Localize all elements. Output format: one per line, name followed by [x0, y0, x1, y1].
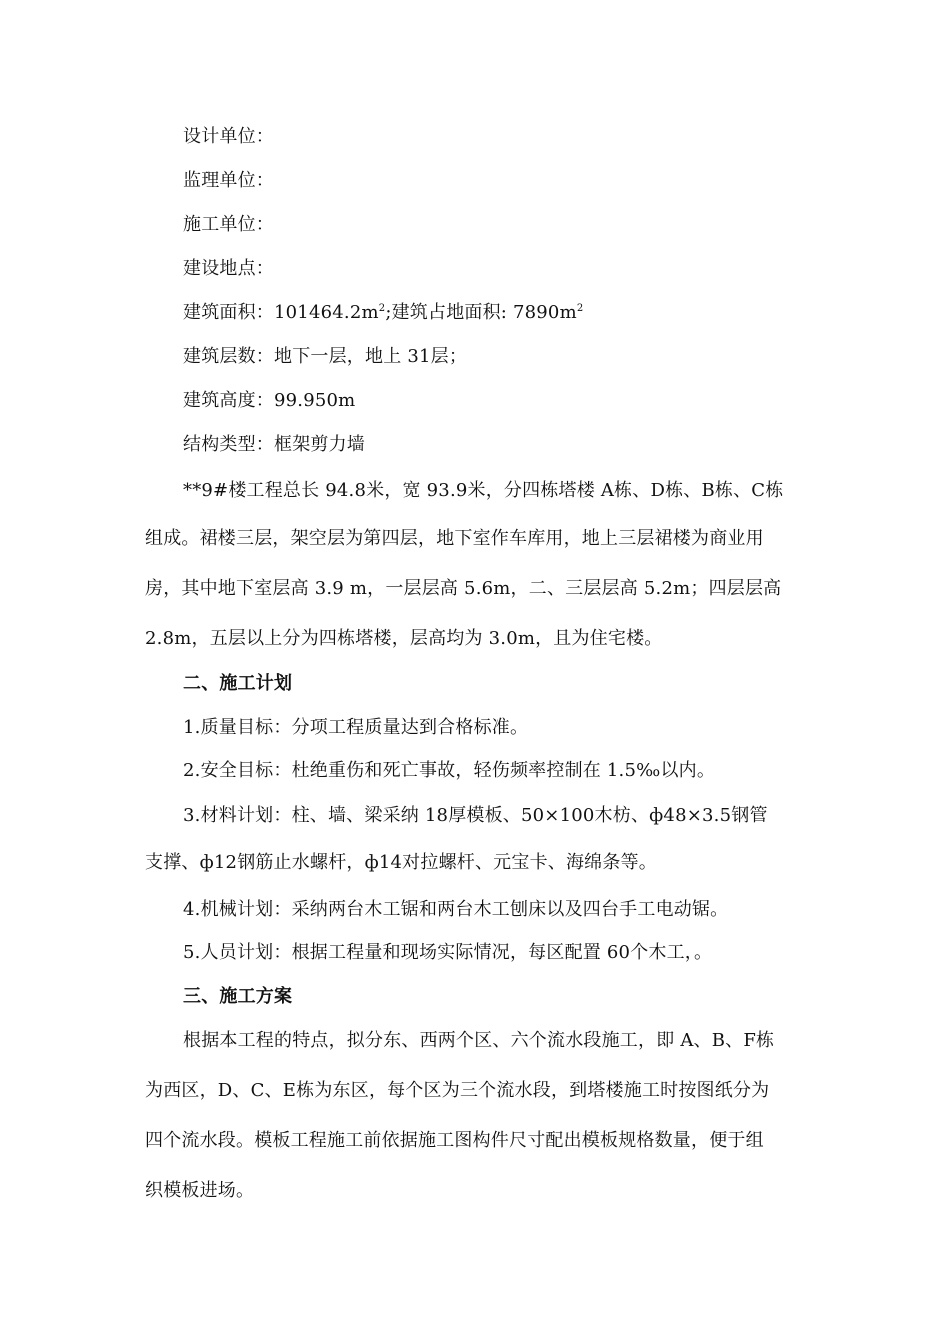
plan-item-quality: 1.质量目标：分项工程质量达到合格标准。 — [183, 717, 529, 738]
scheme-line-4: 织模板进场。 — [145, 1180, 255, 1201]
design-unit-line: 设计单位： — [183, 126, 274, 147]
section-heading-plan: 二、施工计划 — [183, 673, 293, 694]
height-line: 建筑高度：99.950m — [183, 390, 356, 411]
overview-line-1: **9#楼工程总长 94.8米，宽 93.9米，分四栋塔楼 A栋、D栋、B栋、C栋 — [183, 480, 784, 501]
scheme-line-2: 为西区，D、C、E栋为东区，每个区为三个流水段，到塔楼施工时按图纸分为 — [145, 1080, 770, 1101]
area-prefix: 建筑面积：101464.2m — [183, 302, 379, 323]
construction-unit-line: 施工单位： — [183, 214, 274, 235]
overview-line-4: 2.8m，五层以上分为四栋塔楼，层高均为 3.0m，且为住宅楼。 — [145, 628, 663, 649]
area-middle: ;建筑占地面积: 7890m — [385, 302, 577, 323]
plan-item-machinery: 4.机械计划：采纳两台木工锯和两台木工刨床以及四台手工电动锯。 — [183, 899, 729, 920]
overview-line-2: 组成。裙楼三层，架空层为第四层，地下室作车库用，地上三层裙楼为商业用 — [145, 528, 764, 549]
location-line: 建设地点： — [183, 258, 274, 279]
supervision-unit-line: 监理单位： — [183, 170, 274, 191]
plan-item-safety: 2.安全目标：杜绝重伤和死亡事故，轻伤频率控制在 1.5‰以内。 — [183, 760, 716, 781]
scheme-line-3: 四个流水段。模板工程施工前依据施工图构件尺寸配出模板规格数量，便于组 — [145, 1130, 764, 1151]
structure-line: 结构类型：框架剪力墙 — [183, 434, 365, 455]
plan-item-materials-line-1: 3.材料计划：柱、墙、梁采纳 18厚模板、50×100木枋、ф48×3.5钢管 — [183, 805, 768, 826]
section-heading-scheme: 三、施工方案 — [183, 986, 293, 1007]
scheme-line-1: 根据本工程的特点，拟分东、西两个区、六个流水段施工，即 A、B、F栋 — [183, 1030, 775, 1051]
area-superscript-1: 2 — [378, 303, 386, 314]
plan-item-personnel: 5.人员计划：根据工程量和现场实际情况，每区配置 60个木工，。 — [183, 942, 713, 963]
building-area-line — [183, 302, 583, 324]
plan-item-materials-line-2: 支撑、ф12钢筋止水螺杆，ф14对拉螺杆、元宝卡、海绵条等。 — [145, 852, 657, 873]
floors-line: 建筑层数：地下一层，地上 31层； — [183, 346, 468, 367]
overview-line-3: 房，其中地下室层高 3.9 m，一层层高 5.6m，二、三层层高 5.2m；四层层高 — [145, 578, 782, 599]
area-superscript-2: 2 — [576, 303, 584, 314]
